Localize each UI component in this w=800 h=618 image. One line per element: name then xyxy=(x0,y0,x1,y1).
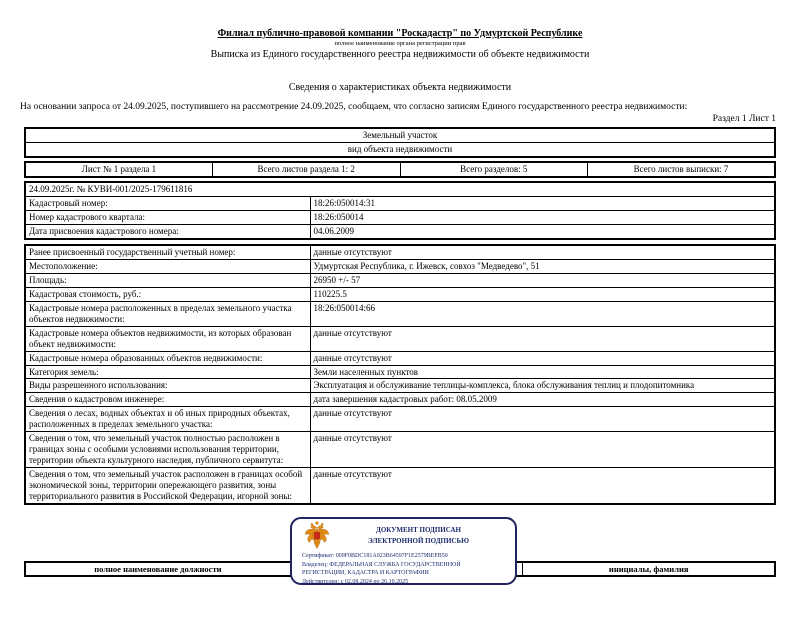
sheet-info-cell-section-sheets: Всего листов раздела 1: 2 xyxy=(213,162,401,177)
signature-area xyxy=(24,509,776,605)
row-label: Виды разрешенного использования: xyxy=(25,379,310,393)
table-row xyxy=(25,365,775,379)
signature-initials-label: инициалы, фамилия xyxy=(608,564,689,575)
row-value: 18:26:050014:31 xyxy=(310,196,775,210)
row-value: данные отсутствуют xyxy=(310,468,775,504)
e-signature-stamp xyxy=(290,517,517,585)
row-label: Сведения о кадастровом инженере: xyxy=(25,393,310,407)
table-row xyxy=(25,224,775,238)
org-name: Филиал публично-правовой компании "Роскадастр" по Удмуртской Республике xyxy=(217,28,583,39)
section-sheet-label: Раздел 1 Лист 1 xyxy=(712,114,776,124)
row-value: данные отсутствуют xyxy=(310,351,775,365)
row-value: данные отсутствуют xyxy=(310,432,775,468)
stamp-title-line1: ДОКУМЕНТ ПОДПИСАН xyxy=(376,525,461,534)
row-label: Сведения о лесах, водных объектах и об иных природных объектах, расположенных в пределах земельного участка: xyxy=(25,407,310,432)
stamp-validity: Действителен: с 02.08.2024 по 26.10.2025 xyxy=(302,578,409,585)
table-row xyxy=(25,245,775,259)
org-name-caption: полное наименование органа регистрации прав xyxy=(334,40,466,47)
registry-table xyxy=(24,181,776,240)
row-label: Кадастровые номера образованных объектов недвижимости: xyxy=(25,351,310,365)
table-row xyxy=(25,259,775,273)
signature-position-label: полное наименование должности xyxy=(26,563,291,575)
row-value: Эксплуатация и обслуживание теплицы-комплекса, блока обслуживания теплиц и плодопитомника xyxy=(310,379,775,393)
row-label: Сведения о том, что земельный участок расположен в границах особой экономической зоны, территории опережающего развития, зоны территориального развития в Российской Федерации, игорной зоны: xyxy=(25,468,310,504)
rosreestr-eagle-icon xyxy=(302,521,332,551)
row-value: данные отсутствуют xyxy=(310,245,775,259)
sheet-info-table xyxy=(24,161,776,178)
sheet-info-cell-sheet: Лист № 1 раздела 1 xyxy=(25,162,213,177)
row-value: данные отсутствуют xyxy=(310,326,775,351)
row-label: Категория земель: xyxy=(25,365,310,379)
table-row xyxy=(25,287,775,301)
sheet-info-cell-sections: Всего разделов: 5 xyxy=(400,162,588,177)
object-type-table xyxy=(24,127,776,158)
stamp-owner-line1: Владелец: ФЕДЕРАЛЬНАЯ СЛУЖБА ГОСУДАРСТВЕННОЙ xyxy=(302,561,461,568)
row-label: Дата присвоения кадастрового номера: xyxy=(25,224,310,238)
table-row xyxy=(25,326,775,351)
table-row xyxy=(25,432,775,468)
request-line: На основании запроса от 24.09.2025, поступившего на рассмотрение 24.09.2025, сообщаем, что согласно записям Единого государственного реестра недвижимости: xyxy=(20,102,688,112)
row-value: Удмуртская Республика, г. Ижевск, совхоз "Медведево", 51 xyxy=(310,259,775,273)
table-row xyxy=(25,407,775,432)
stamp-title xyxy=(332,525,505,548)
row-label: Сведения о том, что земельный участок полностью расположен в границах зоны с особыми условиями использования территории, территории объекта культурного наследия, публичного сервитута: xyxy=(25,432,310,468)
row-label: Кадастровая стоимость, руб.: xyxy=(25,287,310,301)
table-row xyxy=(25,301,775,326)
row-label: Номер кадастрового квартала: xyxy=(25,210,310,224)
document-header xyxy=(0,28,800,93)
row-value: 18:26:050014 xyxy=(310,210,775,224)
stamp-details xyxy=(292,551,515,585)
doc-title: Выписка из Единого государственного реестра недвижимости об объекте недвижимости xyxy=(210,49,590,60)
row-value: Земли населенных пунктов xyxy=(310,365,775,379)
table-row xyxy=(25,379,775,393)
section-title: Сведения о характеристиках объекта недвижимости xyxy=(288,82,512,93)
object-type-caption-row xyxy=(25,142,775,156)
row-value: данные отсутствуют xyxy=(310,407,775,432)
table-row xyxy=(25,351,775,365)
stamp-header xyxy=(292,519,515,551)
stamp-title-line2: ЭЛЕКТРОННОЙ ПОДПИСЬЮ xyxy=(368,537,469,546)
stamp-certificate: Сертификат: 009F0BDC181A023B64597F1E2579BEFB50 xyxy=(302,553,448,560)
stamp-owner-line2: РЕГИСТРАЦИИ, КАДАСТРА И КАРТОГРАФИИ xyxy=(302,570,429,577)
object-type-row xyxy=(25,128,775,142)
row-value: 26950 +/- 57 xyxy=(310,273,775,287)
table-row xyxy=(25,210,775,224)
doc-number: 24.09.2025г. № КУВИ-001/2025-179611816 xyxy=(25,182,775,196)
row-label: Площадь: xyxy=(25,273,310,287)
table-row xyxy=(25,393,775,407)
doc-number-row xyxy=(25,182,775,196)
row-label: Кадастровые номера объектов недвижимости, из которых образован объект недвижимости: xyxy=(25,326,310,351)
row-value: 110225.5 xyxy=(310,287,775,301)
row-label: Кадастровый номер: xyxy=(25,196,310,210)
table-row xyxy=(25,468,775,504)
sheet-info-row xyxy=(25,162,775,177)
row-value: 18:26:050014:66 xyxy=(310,301,775,326)
table-row xyxy=(25,196,775,210)
object-type-caption: вид объекта недвижимости xyxy=(25,142,775,156)
row-label: Ранее присвоенный государственный учетный номер: xyxy=(25,245,310,259)
sheet-info-cell-extract-sheets: Всего листов выписки: 7 xyxy=(588,162,776,177)
row-label: Кадастровые номера расположенных в пределах земельного участка объектов недвижимости: xyxy=(25,301,310,326)
table-row xyxy=(25,273,775,287)
row-value: 04.06.2009 xyxy=(310,224,775,238)
details-table xyxy=(24,244,776,505)
object-type-value: Земельный участок xyxy=(25,128,775,142)
row-label: Местоположение: xyxy=(25,259,310,273)
row-value: дата завершения кадастровых работ: 08.05.2009 xyxy=(310,393,775,407)
